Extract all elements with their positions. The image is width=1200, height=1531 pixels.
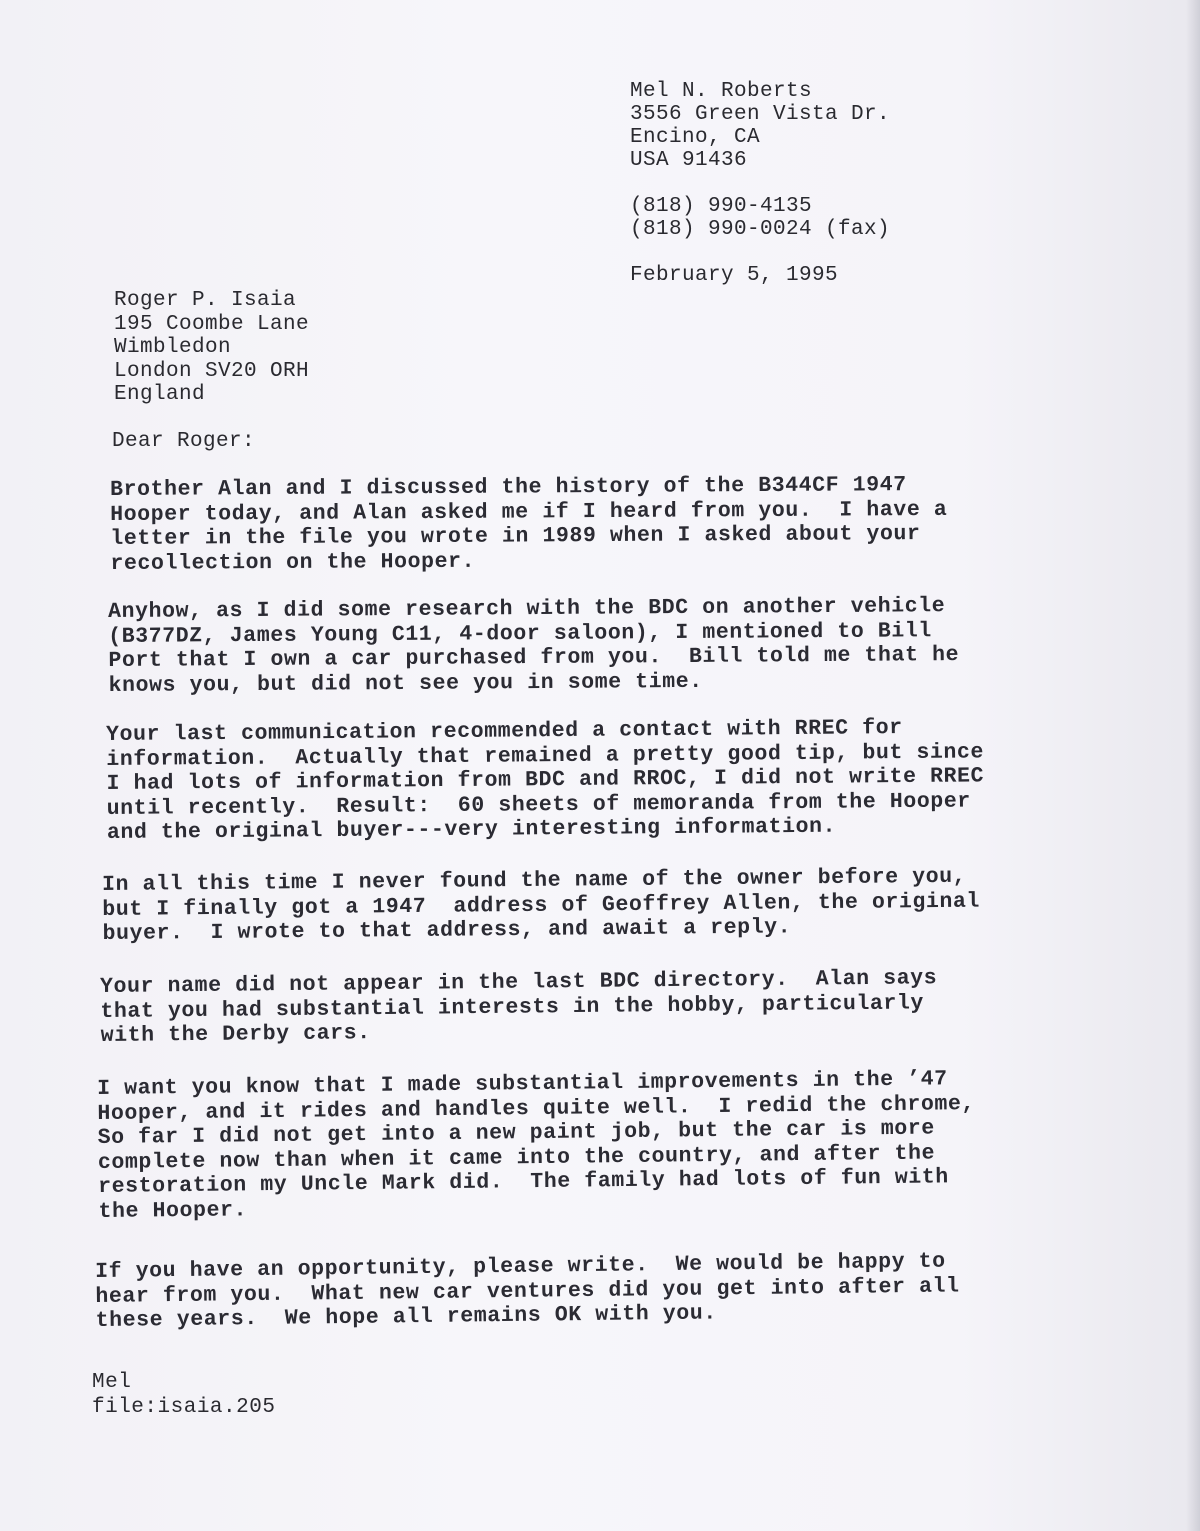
paragraph-line: Anyhow, as I did some research with the BDC on another vehicle <box>108 594 946 624</box>
signature: Mel <box>92 1371 132 1394</box>
file-reference: file:isaia.205 <box>92 1396 276 1419</box>
body-paragraph-7 <box>95 1249 960 1333</box>
paragraph-line: and the original buyer---very interesting information. <box>106 814 837 845</box>
body-paragraph-2 <box>108 594 959 698</box>
paragraph-line: So far I did not get into a new paint job, but the car is more <box>97 1116 935 1150</box>
paragraph-line: buyer. I wrote to that address, and await a reply. <box>102 915 792 946</box>
body-paragraph-6 <box>97 1067 976 1224</box>
recipient-area: Wimbledon <box>114 336 232 359</box>
recipient-city: London SV20 ORH <box>114 359 310 383</box>
sender-city: Encino, CA <box>630 126 761 149</box>
recipient-name: Roger P. Isaia <box>114 289 297 312</box>
paragraph-line: Hooper, and it rides and handles quite well. I redid the chrome, <box>97 1091 976 1126</box>
paragraph-line: the Hooper. <box>98 1197 248 1224</box>
sender-fax: (818) 990-0024 (fax) <box>630 218 891 241</box>
paragraph-line: but I finally got a 1947 address of Geoffrey Allen, the original <box>102 889 981 922</box>
paragraph-line: Your name did not appear in the last BDC directory. Alan says <box>100 966 938 999</box>
letter-date: February 5, 1995 <box>630 264 839 287</box>
recipient-country: England <box>114 383 206 406</box>
paragraph-line: information. Actually that remained a pretty good tip, but since <box>106 739 985 772</box>
paragraph-line: I had lots of information from BDC and RROC, I did not write RREC <box>106 764 985 796</box>
salutation: Dear Roger: <box>112 430 256 453</box>
sender-phones <box>630 195 890 241</box>
paragraph-line: hear from you. What new car ventures did you get into after all <box>95 1273 960 1309</box>
paragraph-line: that you had substantial interests in the hobby, particularly <box>100 990 925 1024</box>
body-paragraph-3 <box>106 715 985 845</box>
body-paragraph-1 <box>110 473 948 576</box>
paragraph-line: In all this time I never found the name of the owner before you, <box>102 864 967 897</box>
sender-phone: (818) 990-4135 <box>630 195 813 218</box>
paragraph-line: until recently. Result: 60 sheets of memoranda from the Hooper <box>106 788 971 821</box>
paragraph-line: I want you know that I made substantial improvements in the ’47 <box>97 1067 948 1101</box>
sender-street: 3556 Green Vista Dr. <box>630 103 891 126</box>
paragraph-line: with the Derby cars. <box>100 1021 371 1048</box>
paragraph-line: knows you, but did not see you in some time. <box>108 669 703 698</box>
paragraph-line: If you have an opportunity, please write. We would be happy to <box>95 1249 946 1284</box>
paragraph-line: (B377DZ, James Young C11, 4-door saloon), I mentioned to Bill <box>108 618 932 649</box>
paragraph-line: letter in the file you wrote in 1989 when I asked about your <box>110 522 921 551</box>
sender-country-zip: USA 91436 <box>630 149 748 172</box>
sender-name: Mel N. Roberts <box>630 80 813 103</box>
paragraph-line: Port that I own a car purchased from you. Bill told me that he <box>108 643 960 673</box>
paragraph-line: Hooper today, and Alan asked me if I heard from you. I have a <box>110 497 948 527</box>
closing-block <box>92 1370 275 1420</box>
paragraph-line: restoration my Uncle Mark did. The family had lots of fun with <box>98 1165 949 1199</box>
body-paragraph-4 <box>102 865 980 947</box>
paragraph-line: recollection on the Hooper. <box>110 549 476 576</box>
paragraph-line: these years. We hope all remains OK with you. <box>95 1301 717 1333</box>
body-paragraph-5 <box>100 966 938 1048</box>
recipient-address <box>114 289 309 407</box>
paragraph-line: Brother Alan and I discussed the history of the B344CF 1947 <box>110 473 907 502</box>
paragraph-line: Your last communication recommended a contact with RREC for <box>106 716 903 747</box>
paragraph-line: complete now than when it came into the country, and after the <box>97 1140 936 1175</box>
sender-address <box>630 80 890 172</box>
recipient-street: 195 Coombe Lane <box>114 312 310 336</box>
